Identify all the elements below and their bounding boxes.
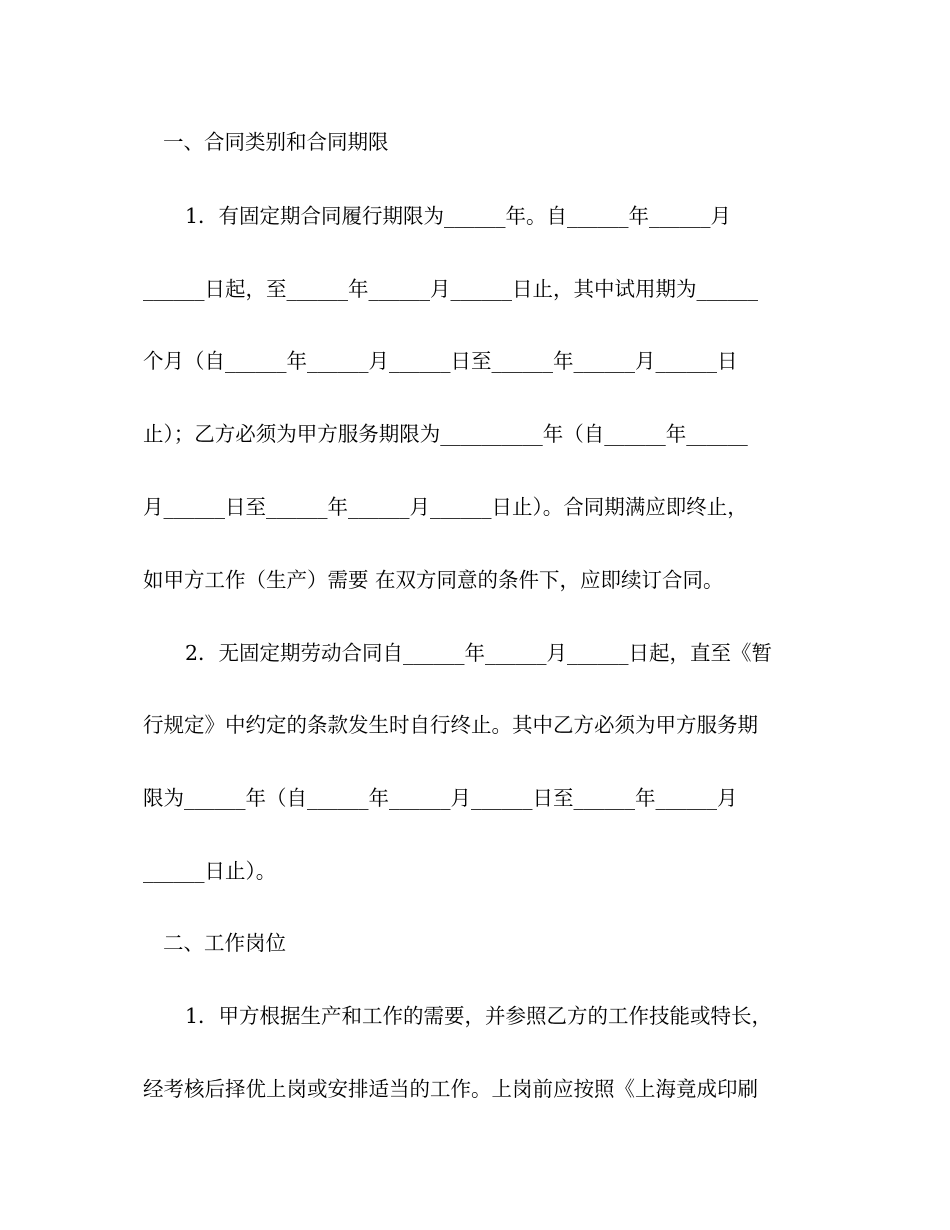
- paragraph-line: ______日止）。: [143, 859, 277, 883]
- paragraph-line: 1．有固定期合同履行期限为______年。自______年______月: [185, 204, 732, 228]
- paragraph-line: 如甲方工作（生产）需要 在双方同意的条件下，应即续订合同。: [143, 568, 724, 592]
- paragraph-line: 个月（自______年______月______日至______年______月______日: [143, 349, 738, 373]
- paragraph-line: 2．无固定期劳动合同自______年______月______日起，直至《暂: [185, 641, 773, 665]
- paragraph-line: 止）；乙方必须为甲方服务期限为__________年（自______年______: [143, 422, 748, 446]
- section-heading-2: 二、工作岗位: [163, 931, 286, 955]
- paragraph-line: 1．甲方根据生产和工作的需要，并参照乙方的工作技能或特长，: [185, 1004, 773, 1028]
- paragraph-line: 行规定》中约定的条款发生时自行终止。其中乙方必须为甲方服务期: [143, 713, 758, 737]
- paragraph-line: 限为______年（自______年______月______日至______年______月: [143, 786, 738, 810]
- paragraph-line: 月______日至______年______月______日止）。合同期满应即终止，: [143, 495, 748, 519]
- paragraph-line: 经考核后择优上岗或安排适当的工作。上岗前应按照《上海竟成印刷: [143, 1077, 758, 1101]
- paragraph-line: ______日起，至______年______月______日止，其中试用期为______: [143, 277, 758, 301]
- section-heading-1: 一、合同类别和合同期限: [163, 130, 389, 154]
